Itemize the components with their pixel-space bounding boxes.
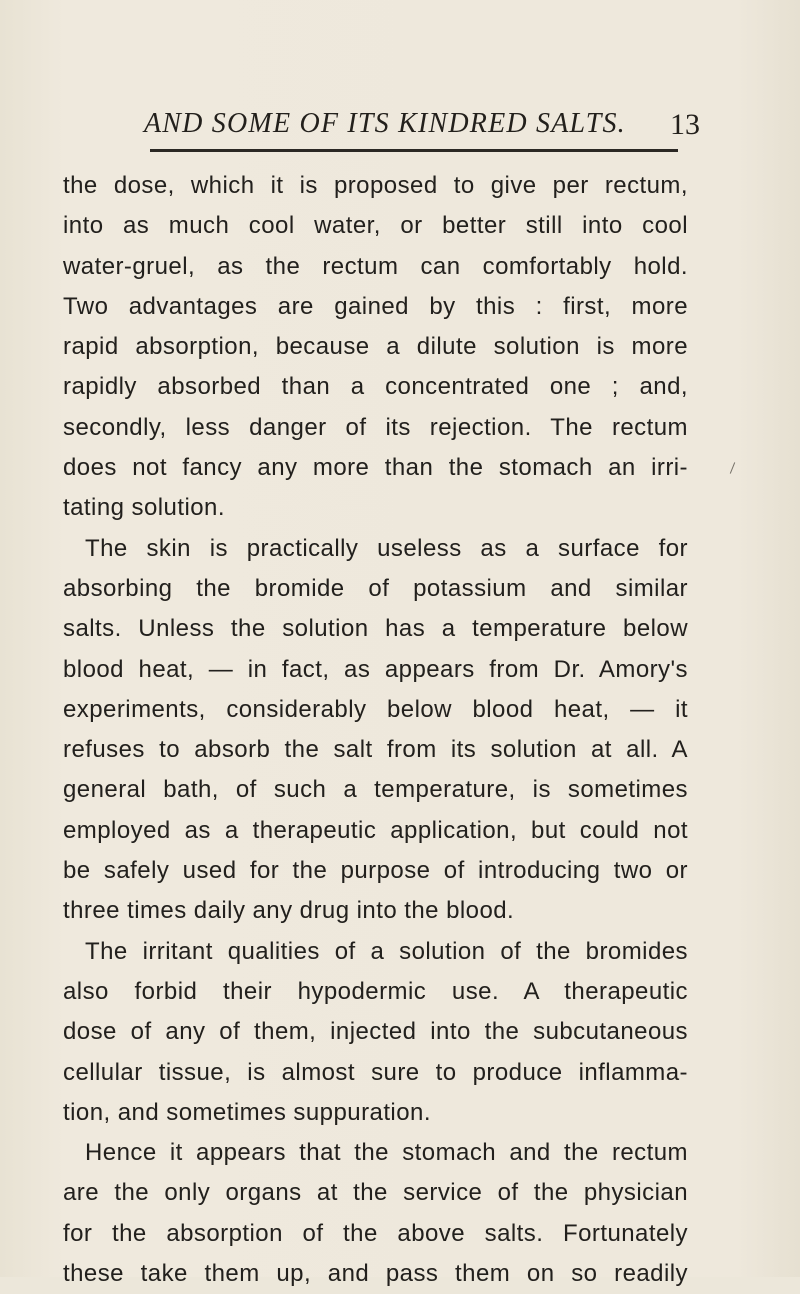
text-line: rapidly absorbed than a concentrated one ; and, bbox=[63, 373, 688, 401]
text-line: secondly, less danger of its rejection. The rectum bbox=[63, 413, 688, 441]
page-number: 13 bbox=[670, 108, 700, 141]
text-line: rapid absorption, because a dilute solution is more bbox=[63, 333, 688, 361]
text-line: dose of any of them, injected into the subcutaneous bbox=[63, 1018, 688, 1046]
text-line: water-gruel, as the rectum can comfortably hold. bbox=[63, 252, 688, 280]
text-line: blood heat, — in fact, as appears from Dr. Amory's bbox=[63, 655, 688, 683]
paper-speck bbox=[730, 462, 735, 474]
text-line: Two advantages are gained by this : first, more bbox=[63, 292, 688, 320]
text-line: be safely used for the purpose of introducing two or bbox=[63, 857, 688, 885]
text-line: also forbid their hypodermic use. A therapeutic bbox=[63, 977, 688, 1005]
text-line: into as much cool water, or better still into cool bbox=[63, 212, 688, 240]
text-line: employed as a therapeutic application, but could not bbox=[63, 816, 688, 844]
text-line: does not fancy any more than the stomach an irri- bbox=[63, 454, 688, 482]
text-line: the dose, which it is proposed to give per rectum, bbox=[63, 172, 688, 199]
text-line: refuses to absorb the salt from its solution at all. A bbox=[63, 736, 688, 764]
text-line: salts. Unless the solution has a temperature below bbox=[63, 615, 688, 643]
header-rule bbox=[150, 149, 678, 152]
text-line: for the absorption of the above salts. Fortunately bbox=[63, 1219, 688, 1247]
text-line: experiments, considerably below blood heat, — it bbox=[63, 695, 688, 723]
running-head bbox=[88, 108, 700, 144]
text-line: cellular tissue, is almost sure to produce inflamma- bbox=[63, 1058, 688, 1086]
text-line: absorbing the bromide of potassium and similar bbox=[63, 574, 688, 602]
running-head-title: AND SOME OF ITS KINDRED SALTS. bbox=[144, 108, 626, 139]
text-line: are the only organs at the service of the physician bbox=[63, 1179, 688, 1207]
paragraph-start-line: The skin is practically useless as a surface for bbox=[85, 534, 688, 562]
paragraph-start-line: Hence it appears that the stomach and the rectum bbox=[85, 1139, 688, 1167]
text-line: general bath, of such a temperature, is sometimes bbox=[63, 776, 688, 804]
paragraph-start-line: The irritant qualities of a solution of the bromides bbox=[85, 937, 688, 965]
paragraph-end-line: three times daily any drug into the blood. bbox=[63, 897, 515, 925]
body-text bbox=[63, 166, 688, 1294]
paragraph-end-line: tion, and sometimes suppuration. bbox=[63, 1098, 431, 1126]
paragraph-end-line: tating solution. bbox=[63, 494, 225, 522]
text-line: these take them up, and pass them on so readily bbox=[63, 1260, 688, 1288]
